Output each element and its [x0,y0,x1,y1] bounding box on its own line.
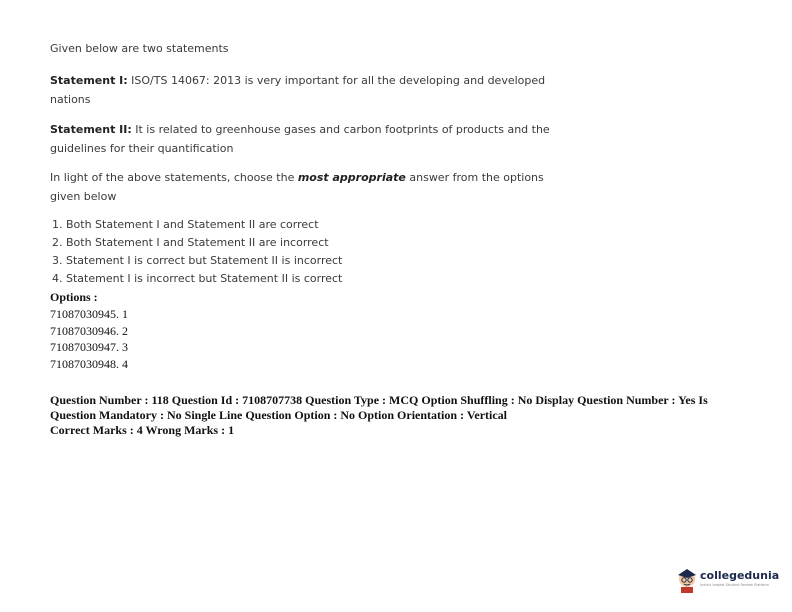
instruction-emphasis: most appropriate [297,171,406,184]
mascot-icon [676,567,698,593]
options-heading: Options : [50,290,98,304]
statement-2 [50,120,550,158]
statement-1 [50,71,550,109]
statement-1-text: ISO/TS 14067: 2013 is very important for all the developing and developed nations [50,74,546,106]
list-item: 71087030946. 2 [50,323,128,338]
statement-2-label: Statement II: [50,123,132,136]
instruction-before: In light of the above statements, choose the [50,171,298,184]
list-item: 71087030945. 1 [50,307,128,321]
list-item: 3. Statement I is correct but Statement II is incorrect [52,254,343,267]
statement-1-label: Statement I: [50,74,128,87]
list-item: 71087030948. 4 [50,356,128,371]
list-item: 1. Both Statement I and Statement II are correct [52,218,319,231]
option-id-list [50,306,128,372]
collegedunia-logo [676,565,780,595]
list-item: 2. Both Statement I and Statement II are incorrect [52,236,329,249]
statement-2-text: It is related to greenhouse gases and carbon footprints of products and the guidelines for their quantification [50,123,550,155]
question-meta [50,393,750,438]
list-item: 4. Statement I is incorrect but Statement II is correct [52,272,343,285]
instruction-text [50,168,550,206]
meta-line: Correct Marks : 4 Wrong Marks : 1 [50,423,235,437]
logo-tagline: India's largest Student Review Platform [700,583,769,587]
list-item: 71087030947. 3 [50,340,128,354]
intro-text: Given below are two statements [50,42,229,55]
logo-name: collegedunia [700,569,780,582]
meta-line: Question Number : 118 Question Id : 7108707738 Question Type : MCQ Option Shuffling : No Display Question Number : Yes Is [50,393,708,407]
answer-list [52,216,342,288]
meta-line: Question Mandatory : No Single Line Question Option : No Option Orientation : Vertical [50,408,508,422]
instruction-after: answer from the options given below [50,171,544,203]
